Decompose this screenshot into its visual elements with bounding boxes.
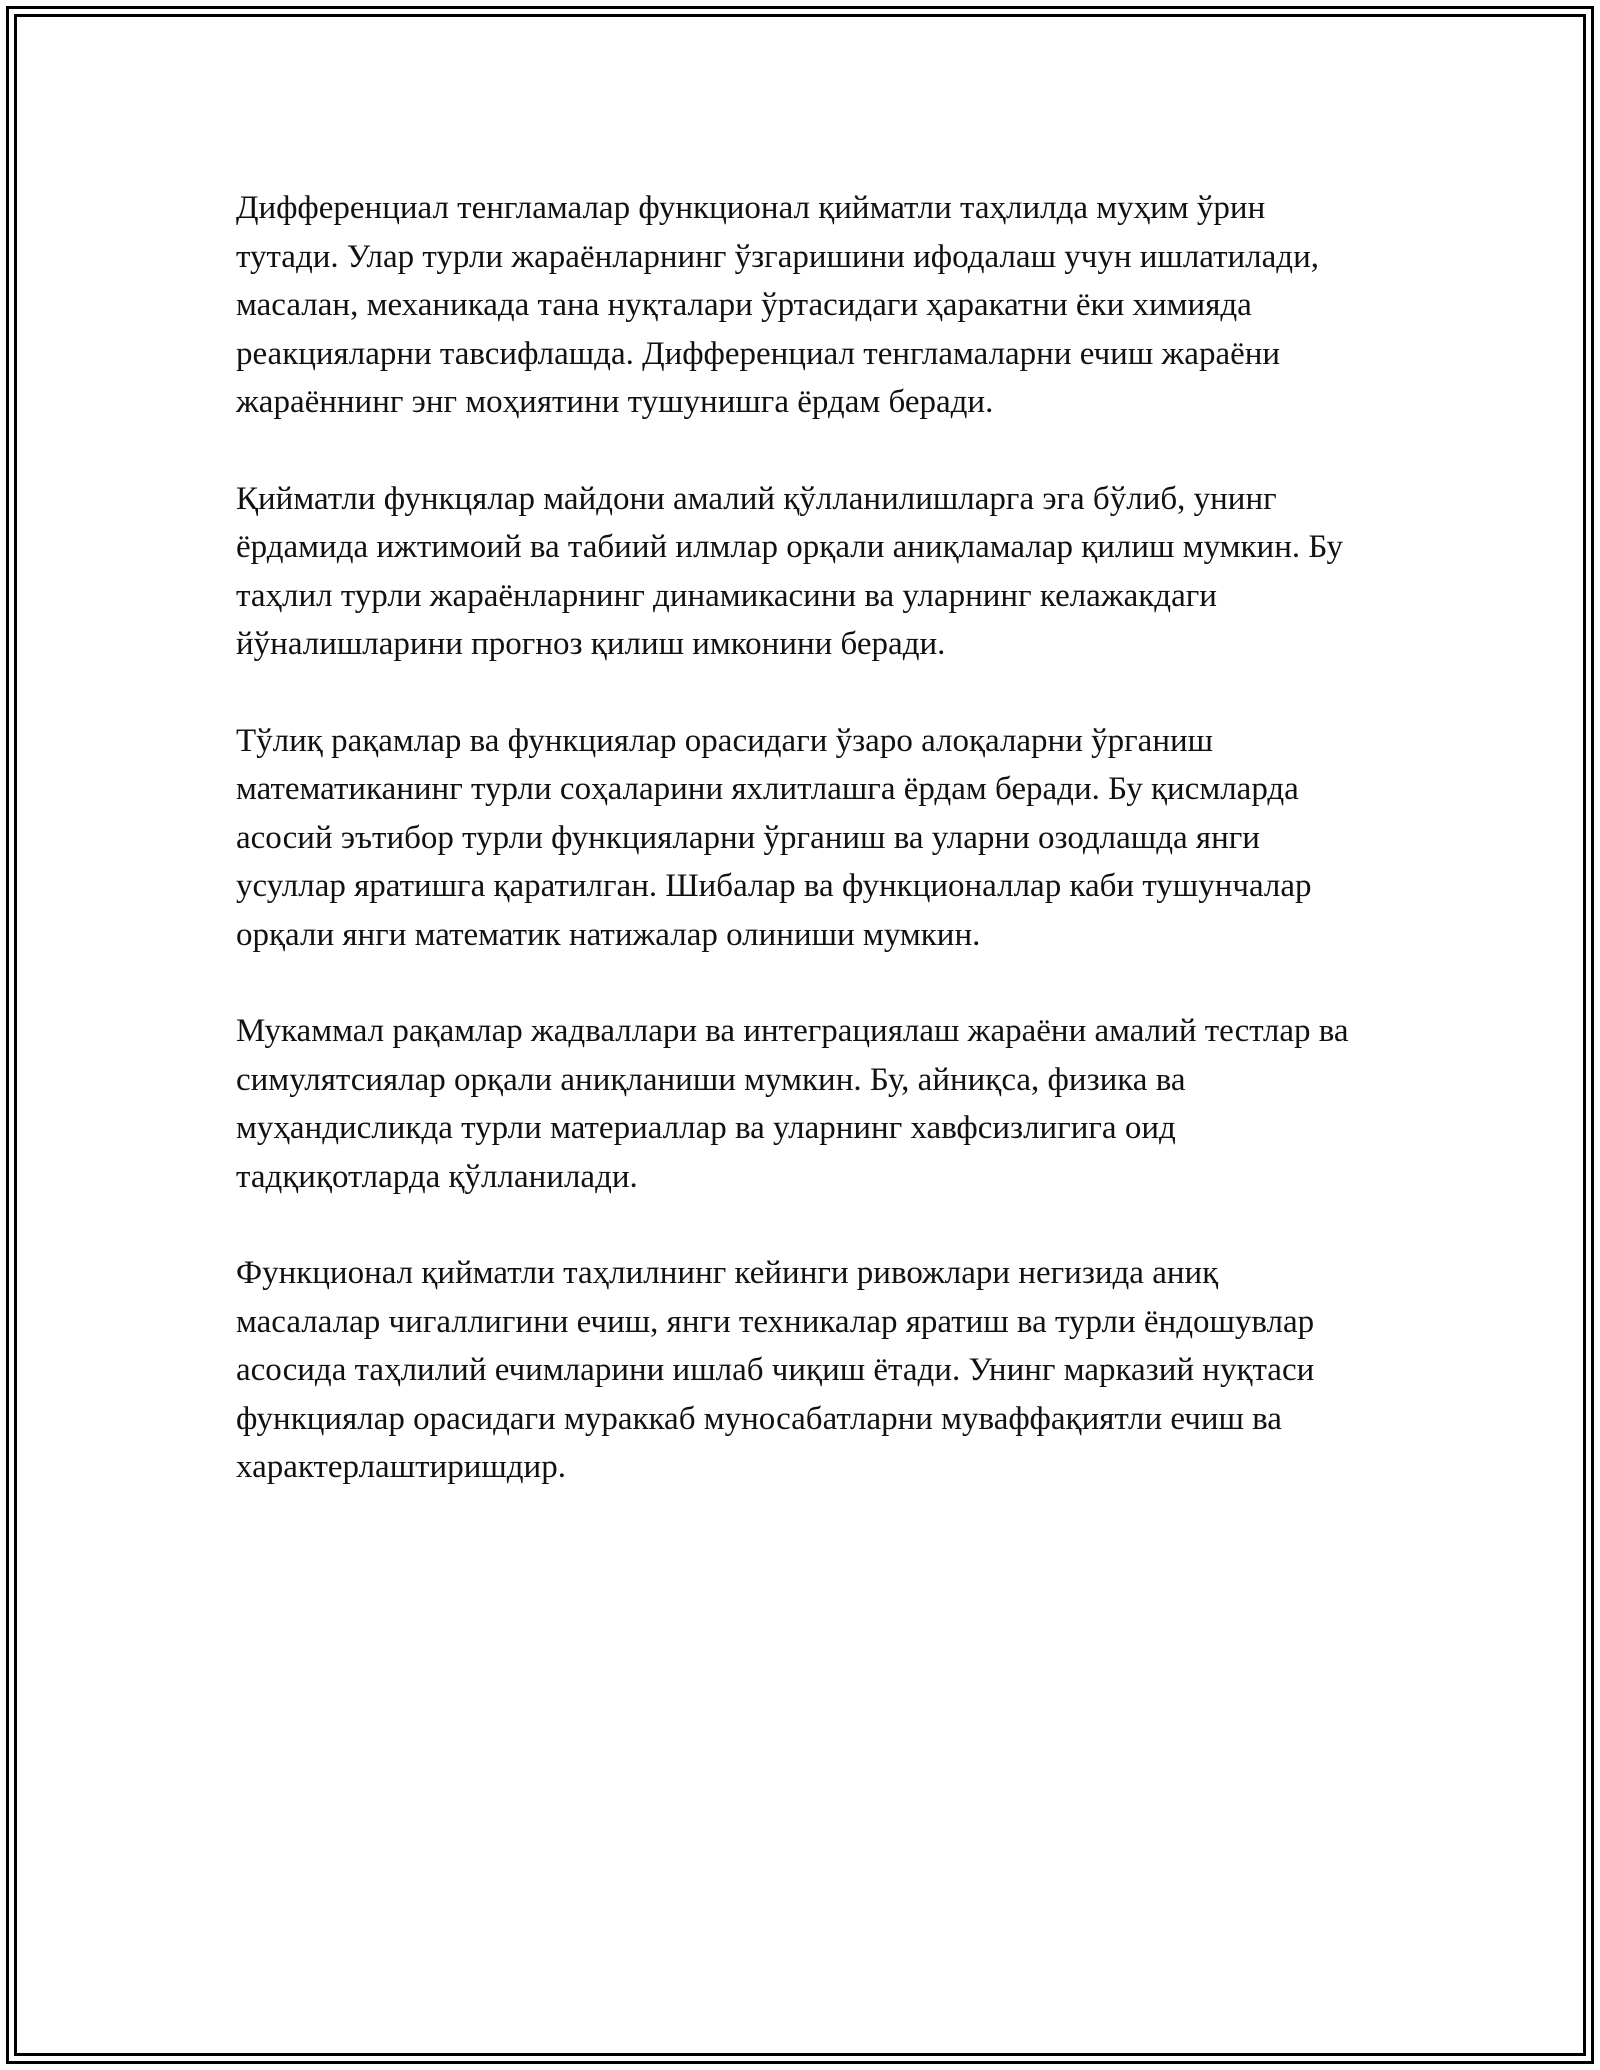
paragraph-5: Функционал қийматли таҳлилнинг кейинги ривожлари негизида аниқ масалалар чигаллигини ечиш, янги техникалар яратиш ва турли ёндошувлар асосида таҳлилий ечимларини ишлаб чиқиш ётади. Унинг марказий нуқтаси функциялар орасидаги мураккаб муносабатларни муваффақиятли ечиш ва характерлаштиришдир.	[236, 1255, 1315, 1485]
paragraph-1: Дифференциал тенгламалар функционал қийматли таҳлилда муҳим ўрин тутади. Улар турли жараёнларнинг ўзгаришини ифодалаш учун ишлатилади, масалан, механикада тана нуқталари ўртасидаги ҳаракатни ёки химияда реакцияларни тавсифлашда. Дифференциал тенгламаларни ечиш жараёни жараённинг энг моҳиятини тушунишга ёрдам беради.	[236, 190, 1319, 420]
paragraph-4: Мукаммал рақамлар жадваллари ва интеграциялаш жараёни амалий тестлар ва симулятсиялар орқали аниқланиши мумкин. Бу, айниқса, физика ва муҳандисликда турли материаллар ва уларнинг хавфсизлигига оид тадқиқотларда қўлланилади.	[236, 1013, 1349, 1195]
paragraph-2: Қийматли функцялар майдони амалий қўлланилишларга эга бўлиб, унинг ёрдамида ижтимоий ва табиий илмлар орқали аниқламалар қилиш мумкин. Бу таҳлил турли жараёнларнинг динамикасини ва уларнинг келажакдаги йўналишларини прогноз қилиш имконини беради.	[236, 480, 1343, 662]
document-body	[236, 184, 1366, 1540]
paragraph-3: Тўлиқ рақамлар ва функциялар орасидаги ўзаро алоқаларни ўрганиш математиканинг турли соҳаларини яхлитлашга ёрдам беради. Бу қисмларда асосий эътибор турли функцияларни ўрганиш ва уларни озодлашда янги усуллар яратишга қаратилган. Шибалар ва функционаллар каби тушунчалар орқали янги математик натижалар олиниши мумкин.	[236, 722, 1312, 953]
